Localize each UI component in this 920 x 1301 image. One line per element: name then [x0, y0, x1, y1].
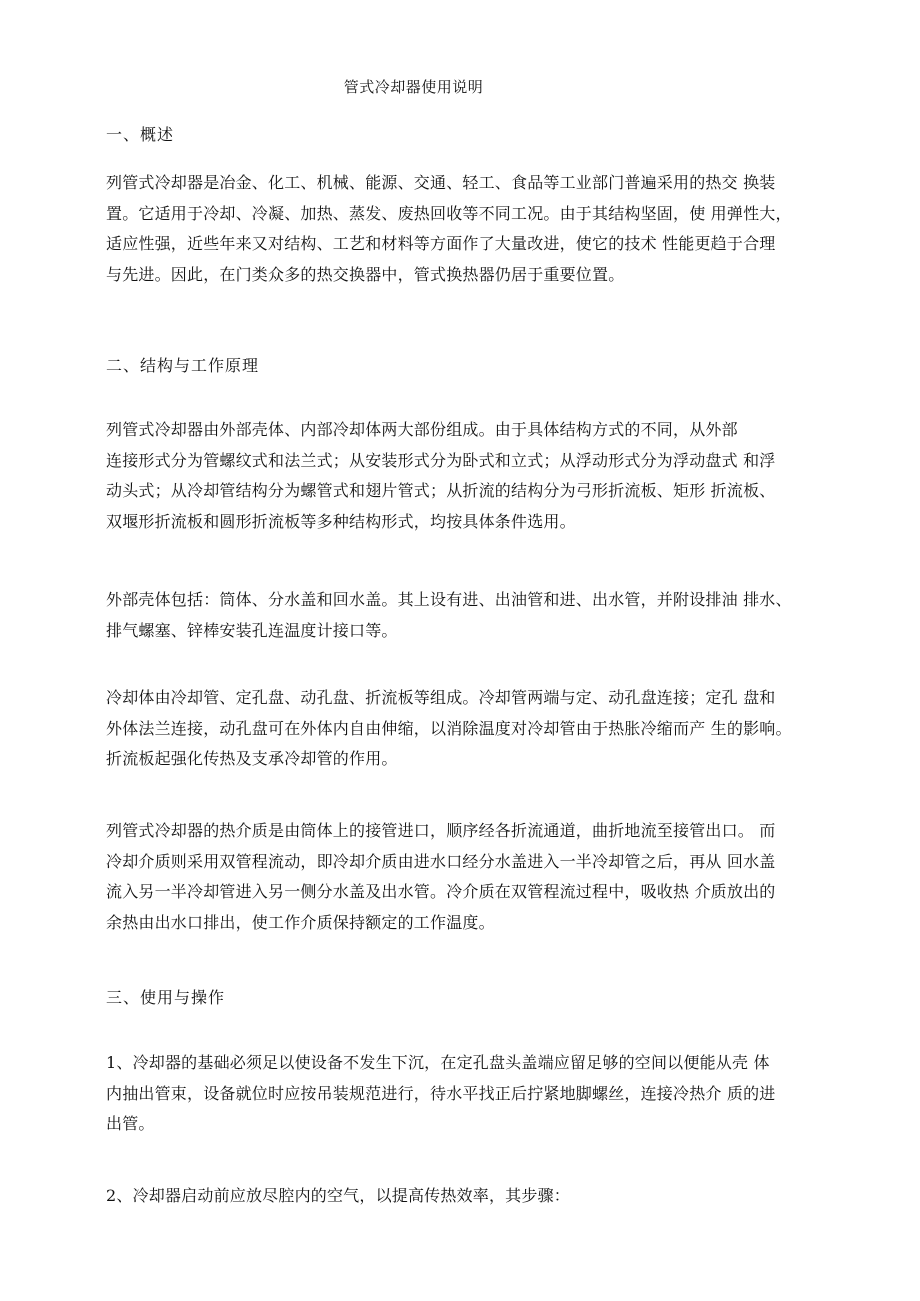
paragraph-operation-2 [106, 1181, 832, 1212]
section-heading-operation: 三、使用与操作 [106, 988, 226, 1007]
paragraph-line: 余热由出水口排出，使工作介质保持额定的工作温度。 [106, 912, 495, 932]
section-heading-overview: 一、概述 [106, 125, 175, 144]
page-title: 管式冷却器使用说明 [343, 78, 484, 96]
paragraph-line: 列管式冷却器的热介质是由筒体上的接管进口，顺序经各折流通道，曲折地流至接管出口。 而 [106, 821, 776, 840]
paragraph-line: 2、冷却器启动前应放尽腔内的空气，以提高传热效率，其步骤： [106, 1186, 570, 1205]
paragraph-overview [106, 168, 832, 290]
paragraph-line: 流入另一半冷却管进入另一侧分水盖及出水管。冷介质在双管程流过程中，吸收热 介质放出的 [106, 882, 776, 901]
paragraph-line: 动头式；从冷却管结构分为螺管式和翅片管式；从折流的结构分为弓形折流板、矩形 折流板、 [106, 481, 776, 500]
paragraph-line: 双堰形折流板和圆形折流板等多种结构形式，均按具体条件选用。 [106, 511, 576, 531]
paragraph-line: 冷却介质则采用双管程流动，即冷却介质由进水口经分水盖进入一半冷却管之后，再从 回水盖 [106, 851, 776, 871]
paragraph-structure-3 [106, 683, 832, 775]
paragraph-structure-4 [106, 816, 832, 938]
paragraph-line: 与先进。因此，在门类众多的热交换器中，管式换热器仍居于重要位置。 [106, 264, 625, 284]
paragraph-operation-1 [106, 1048, 832, 1140]
paragraph-line: 1、冷却器的基础必须足以使设备不发生下沉，在定孔盘头盖端应留足够的空间以便能从壳 体 [106, 1053, 770, 1072]
paragraph-line: 排气螺塞、锌棒安装孔连温度计接口等。 [106, 620, 398, 640]
section-heading-structure: 二、结构与工作原理 [106, 356, 260, 375]
paragraph-structure-1 [106, 415, 832, 537]
paragraph-line: 外部壳体包括：筒体、分水盖和回水盖。其上设有进、出油管和进、出水管，并附设排油 排水、 [106, 590, 792, 609]
paragraph-line: 适应性强，近些年来又对结构、工艺和材料等方面作了大量改进，使它的技术 性能更趋于合理 [106, 234, 776, 253]
paragraph-line: 折流板起强化传热及支承冷却管的作用。 [106, 749, 398, 768]
paragraph-line: 列管式冷却器由外部壳体、内部冷却体两大部份组成。由于具体结构方式的不同，从外部 [106, 420, 738, 439]
paragraph-line: 外体法兰连接，动孔盘可在外体内自由伸缩，以消除温度对冷却管由于热胀冷缩而产 生的影响。 [106, 718, 792, 738]
paragraph-line: 内抽出管束，设备就位时应按吊装规范进行，待水平找正后拧紧地脚螺丝，连接冷热介 质的进 [106, 1083, 776, 1103]
paragraph-line: 列管式冷却器是冶金、化工、机械、能源、交通、轻工、食品等工业部门普遍采用的热交 换装 [106, 173, 776, 192]
paragraph-structure-2 [106, 585, 832, 646]
paragraph-line: 置。它适用于冷却、冷凝、加热、蒸发、废热回收等不同工况。由于其结构坚固，使 用弹性大， [106, 203, 792, 223]
paragraph-line: 出管。 [106, 1114, 155, 1133]
paragraph-line: 连接形式分为管螺纹式和法兰式；从安装形式分为卧式和立式；从浮动形式分为浮动盘式 和浮 [106, 450, 776, 470]
paragraph-line: 冷却体由冷却管、定孔盘、动孔盘、折流板等组成。冷却管两端与定、动孔盘连接；定孔 盘和 [106, 688, 776, 707]
